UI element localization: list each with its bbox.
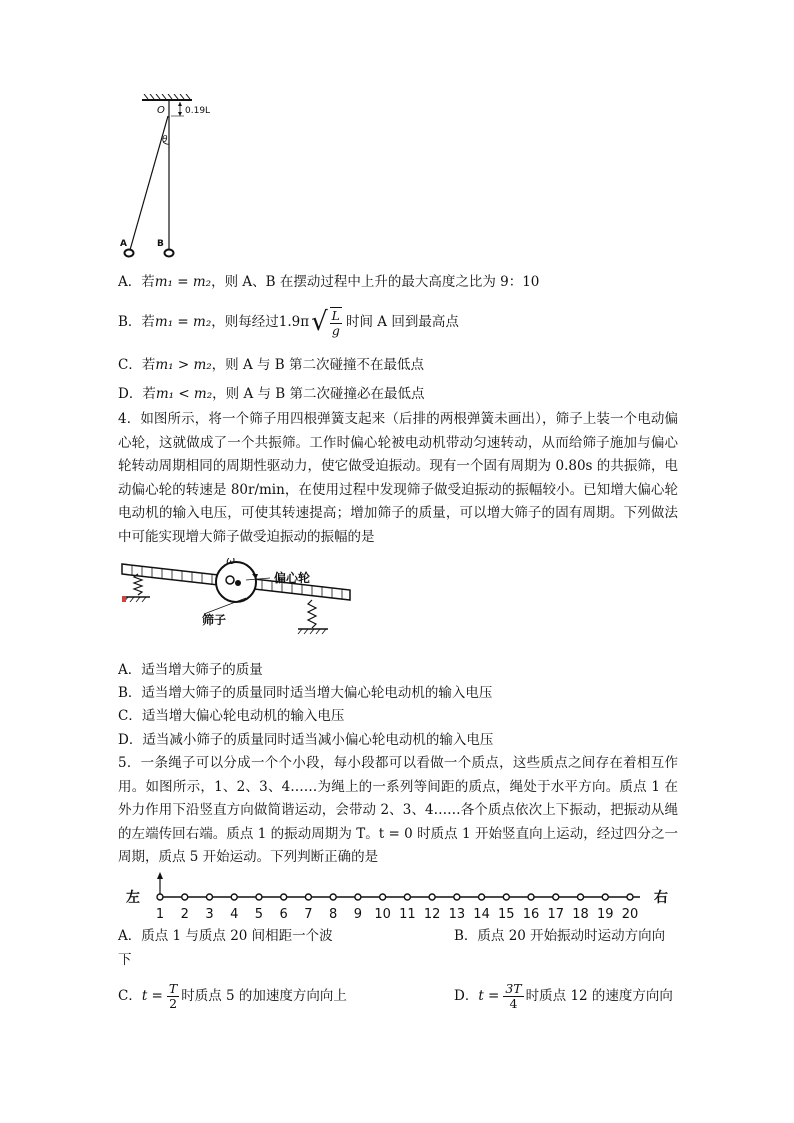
rope-point-8 [330,894,336,900]
rope-point-label-5: 5 [254,907,264,922]
q3-option-b: B． 若 m₁ = m₂ ，则每经过 1.9π √ $\frac{L}{g}$ 时间 A 回到最高点 [118,307,459,338]
rope-point-label-16: 16 [522,907,540,922]
rope-point-label-4: 4 [230,907,239,922]
sieve-figure [118,556,358,648]
rope-point-label-14: 14 [473,907,490,922]
q3-option-c: C．若m₁ > m₂，则 A 与 B 第二次碰撞不在最低点 [118,357,425,373]
rope-point-13 [454,894,460,900]
label-b: B [157,239,164,249]
rope-point-label-19: 19 [596,907,614,922]
sqrt-expression: √ $\frac{L}{g}$ [311,307,340,338]
q3-option-d: D．若m₁ < m₂，则 A 与 B 第二次碰撞必在最低点 [118,386,425,402]
rope-point-label-1: 1 [155,907,165,922]
right-label: 右 [654,890,668,906]
q4-option-b: B．适当增大筛子的质量同时适当增大偏心轮电动机的输入电压 [118,685,493,701]
rope-point-5 [256,894,262,900]
rope-point-12 [429,894,435,900]
ball-a [125,250,134,257]
rope-point-label-10: 10 [374,907,391,922]
rope-point-label-8: 8 [329,907,338,922]
omega-label: ω [226,556,236,567]
left-label: 左 [126,890,140,906]
rope-point-1 [157,894,163,900]
q4-stem: 4．如图所示，将一个筛子用四根弹簧支起来（后排的两根弹簧未画出），筛子上装一个电动偏心轮，这就做成了一个共振筛。工作时偏心轮被电动机带动匀速转动，从而给筛子施加与偏心轮转动周期相同的周期性驱动力，使它做受迫振动。现有一个固有周期为 0.80s 的共振筛，电动偏心轮的转速是 80r/min，在使用过程中发现筛子做受迫振动的振幅较小。已知增大偏心轮电动机的输入电压，可使其转速提高；增加筛子的质量，可以增大筛子的固有周期。下列做法中可能实现增大筛子做受迫振动的振幅的是 [118,411,678,545]
q5-stem: 5．一条绳子可以分成一个个小段，每小段都可以看做一个质点，这些质点之间存在着相互作用。如图所示，1、2、3、4……为绳上的一系列等间距的质点，绳处于水平方向。质点 1 在外力作用下沿竖直方向做简谐运动，会带动 2、3、4……各个质点依次上下振动，把振动从绳的左端传回右端。质点 1 的振动周期为 T。t = 0 时质点 1 开始竖直向上运动，经过四分之一周期，质点 5 开始运动。下列判断正确的是 [118,755,678,865]
rope-point-9 [355,894,361,900]
rope-point-14 [479,894,485,900]
rope-point-11 [404,894,410,900]
q5-option-a: A．质点 1 与质点 20 间相距一个波 [118,928,333,944]
q5-option-d: D． t = $\frac{3T}{4}$ 时质点 12 的速度方向向 [454,980,673,1011]
q4-option-a: A．适当增大筛子的质量 [118,662,263,678]
wheel-label: 偏心轮 [274,571,311,585]
rope-point-label-3: 3 [205,907,214,922]
rope-point-label-13: 13 [448,907,466,922]
rope-point-label-11: 11 [399,907,416,922]
rope-point-6 [281,894,287,900]
ball-b [165,250,174,257]
label-a: A [120,239,127,249]
label-theta: θ [162,135,168,145]
rope-point-label-17: 17 [547,907,565,922]
rope-point-label-7: 7 [304,907,313,922]
rope-point-10 [380,894,386,900]
q4-option-d: D．适当减小筛子的质量同时适当减小偏心轮电动机的输入电压 [118,732,494,748]
rope-point-label-20: 20 [621,907,639,922]
rope-point-17 [553,894,559,900]
q4-option-c: C．适当增大偏心轮电动机的输入电压 [118,708,345,724]
rope-point-20 [627,894,633,900]
rope-point-7 [305,894,311,900]
rope-point-16 [528,894,534,900]
rope-point-label-2: 2 [180,907,189,922]
rope-point-label-18: 18 [572,907,589,922]
rope-point-label-6: 6 [279,907,288,922]
rope-point-4 [231,894,237,900]
rope-point-18 [578,894,584,900]
pendulum-figure [112,94,222,264]
rope-point-label-15: 15 [498,907,515,922]
q3-option-a: A．若m₁ = m₂，则 A、B 在摆动过程中上升的最大高度之比为 9：10 [118,274,540,290]
sieve-label: 筛子 [202,613,227,627]
label-offset: 0.19L [185,106,211,116]
rope-point-label-9: 9 [353,907,363,922]
rope-point-label-12: 12 [423,907,441,922]
rope-figure [118,872,678,922]
q5-option-b-wrap: 下 [118,952,132,968]
rope-point-15 [503,894,509,900]
q5-option-c: C． t = $\frac{T}{2}$ 时质点 5 的加速度方向向上 [118,980,347,1011]
rope-point-2 [182,894,188,900]
rope-point-3 [206,894,212,900]
q5-option-b: B．质点 20 开始振动时运动方向向 [454,928,666,944]
label-o: O [157,105,165,116]
rope-point-19 [602,894,608,900]
